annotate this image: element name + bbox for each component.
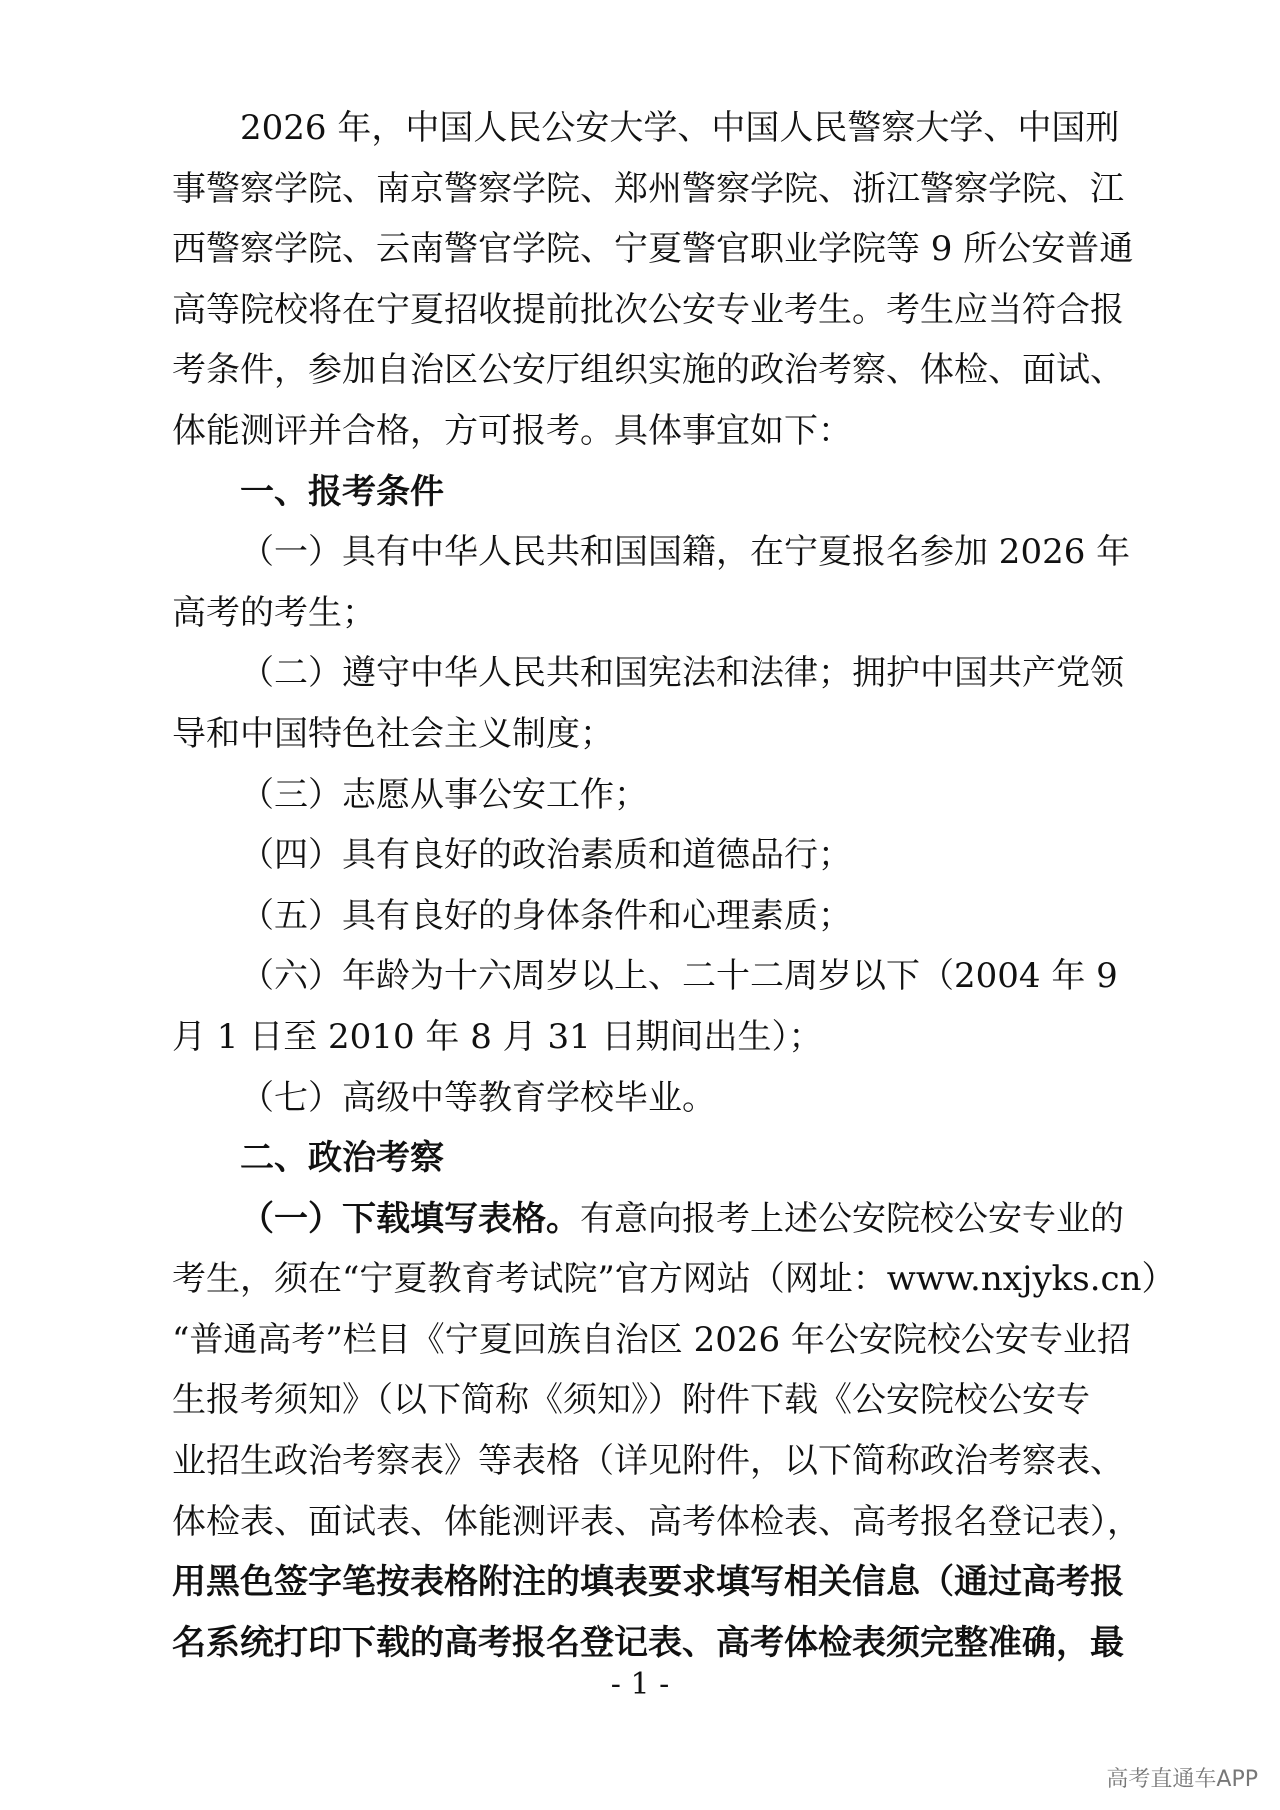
paragraph-line: 体检表、面试表、体能测评表、高考体检表、高考报名登记表），	[172, 1501, 1141, 1542]
section-heading: 一、报考条件	[240, 471, 444, 512]
paragraph-line: 导和中国特色社会主义制度；	[172, 713, 614, 754]
paragraph-line: （一）具有中华人民共和国国籍，在宁夏报名参加 2026 年	[240, 532, 1131, 573]
paragraph-line: 事警察学院、南京警察学院、郑州警察学院、浙江警察学院、江	[172, 168, 1124, 209]
paragraph-line: 名系统打印下载的高考报名登记表、高考体检表须完整准确，最	[172, 1622, 1124, 1663]
paragraph-line: 高等院校将在宁夏招收提前批次公安专业考生。考生应当符合报	[172, 289, 1124, 330]
page-number: - 1 -	[610, 1667, 670, 1702]
paragraph-line: （三）志愿从事公安工作；	[240, 774, 648, 815]
paragraph-line: 用黑色签字笔按表格附注的填表要求填写相关信息（通过高考报	[172, 1562, 1124, 1603]
paragraph-line: 考条件，参加自治区公安厅组织实施的政治考察、体检、面试、	[172, 350, 1124, 391]
paragraph-line: （五）具有良好的身体条件和心理素质；	[240, 895, 852, 936]
paragraph-line: （六）年龄为十六周岁以上、二十二周岁以下（2004 年 9	[240, 956, 1118, 997]
section-heading: 二、政治考察	[240, 1138, 444, 1179]
paragraph-line: 考生，须在“宁夏教育考试院”官方网站（网址：www.nxjyks.cn）	[172, 1259, 1176, 1300]
paragraph-line: （七）高级中等教育学校毕业。	[240, 1077, 716, 1118]
paragraph-line: 生报考须知》（以下简称《须知》）附件下载《公安院校公安专	[172, 1380, 1090, 1421]
paragraph-line: 体能测评并合格，方可报考。具体事宜如下：	[172, 410, 852, 451]
watermark-text: 高考直通车APP	[1106, 1767, 1258, 1792]
paragraph-text: 有意向报考上述公安院校公安专业的	[580, 1198, 1124, 1239]
paragraph-line: 业招生政治考察表》等表格（详见附件，以下简称政治考察表、	[172, 1441, 1124, 1482]
document-body	[172, 98, 1176, 1673]
paragraph-line: 月 1 日至 2010 年 8 月 31 日期间出生）；	[172, 1016, 823, 1057]
paragraph-line: 2026 年，中国人民公安大学、中国人民警察大学、中国刑	[240, 108, 1120, 148]
paragraph-line: “普通高考”栏目《宁夏回族自治区 2026 年公安院校公安专业招	[172, 1319, 1131, 1360]
bold-lead: （一）下载填写表格。	[240, 1198, 580, 1239]
paragraph-line: 西警察学院、云南警官学院、宁夏警官职业学院等 9 所公安普通	[172, 229, 1134, 270]
paragraph-line: 高考的考生；	[172, 592, 376, 633]
paragraph-line: （二）遵守中华人民共和国宪法和法律；拥护中国共产党领	[240, 653, 1124, 694]
paragraph-line	[172, 1189, 1128, 1250]
paragraph-line: （四）具有良好的政治素质和道德品行；	[240, 835, 852, 876]
